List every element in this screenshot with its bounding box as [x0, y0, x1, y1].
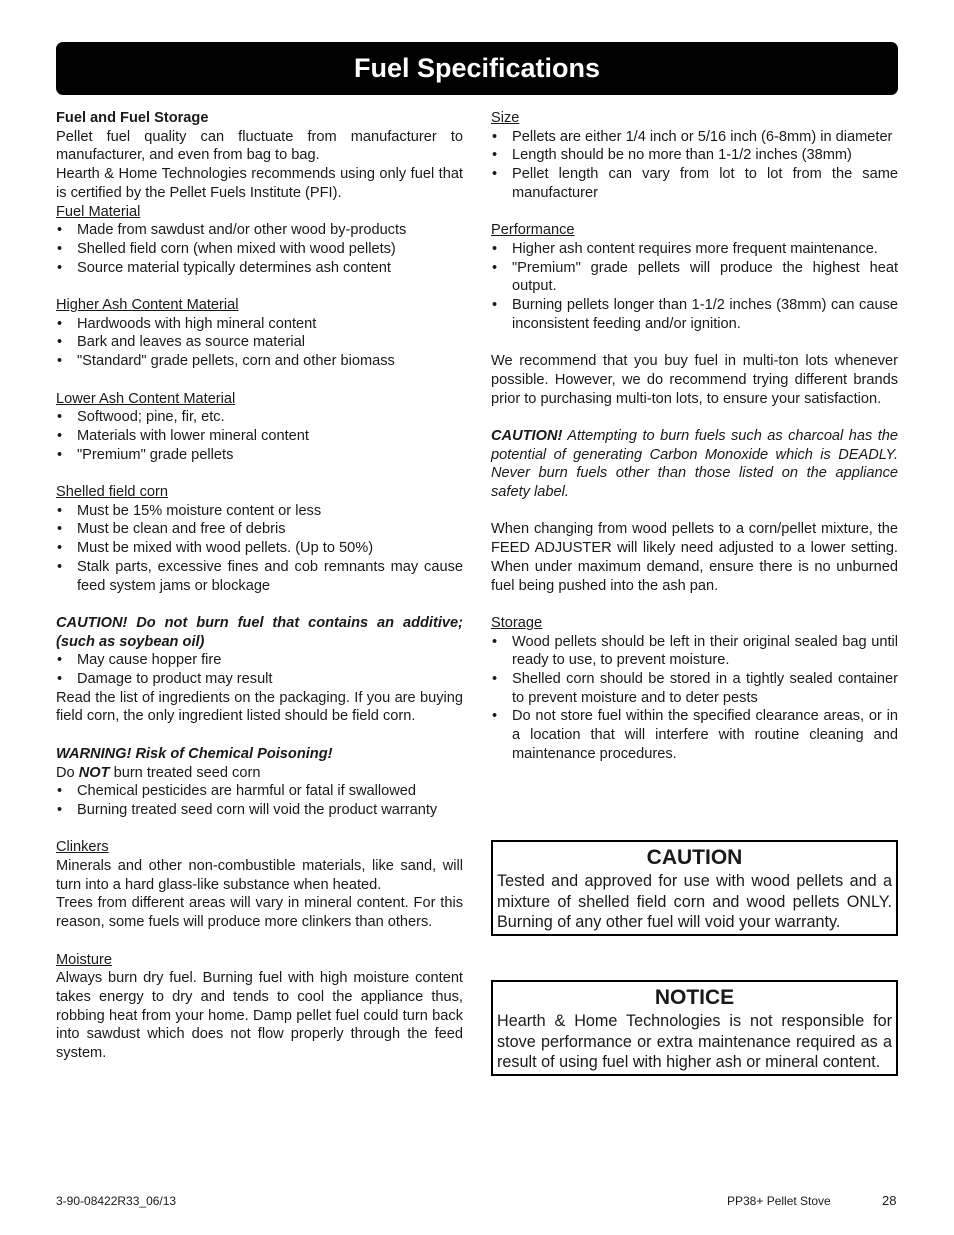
- list-item: • "Standard" grade pellets, corn and other biomass: [56, 352, 463, 371]
- pfi-paragraph: Hearth & Home Technologies recommends using only fuel that is certified by the Pellet Fuels Institute (PFI).: [56, 166, 463, 201]
- moisture-paragraph: Always burn dry fuel. Burning fuel with high moisture content takes energy to dry and tends to cool the appliance thus, robbing heat from your home. Damp pellet fuel could turn back into sawdust which does not flow properly through the feed system.: [56, 970, 463, 1062]
- list-item: • Hardwoods with high mineral content: [56, 315, 463, 334]
- page-number: 28: [882, 1193, 897, 1208]
- size-list: [491, 128, 898, 203]
- fuel-material-heading: Fuel Material: [56, 203, 141, 220]
- not-emphasis: NOT: [78, 764, 110, 781]
- clinkers-heading: Clinkers: [56, 839, 109, 856]
- list-item: • Pellet length can vary from lot to lot from the same manufacturer: [491, 165, 898, 202]
- list-item: • Shelled field corn (when mixed with wood pellets): [56, 240, 463, 259]
- left-column: [56, 109, 463, 1063]
- warning-list: [56, 782, 463, 819]
- page-title: Fuel Specifications: [56, 42, 898, 95]
- fuel-quality-paragraph: Pellet fuel quality can fluctuate from manufacturer to manufacturer, and even from bag to bag.: [56, 128, 463, 164]
- shelled-corn-list: [56, 502, 463, 596]
- clinkers-paragraph-2: Trees from different areas will vary in mineral content. For this reason, some fuels will produce more clinkers than others.: [56, 895, 463, 931]
- ingredients-paragraph: Read the list of ingredients on the packaging. If you are buying field corn, the only ingredient listed should be field corn.: [56, 689, 463, 725]
- list-item: • Damage to product may result: [56, 670, 463, 689]
- clinkers-paragraph-1: Minerals and other non-combustible materials, like sand, will turn into a hard glass-like substance when heated.: [56, 858, 463, 893]
- additive-caution: CAUTION! Do not burn fuel that contains an additive; (such as soybean oil): [56, 614, 463, 650]
- list-item: • "Premium" grade pellets will produce the highest heat output.: [491, 259, 898, 296]
- list-item: • Materials with lower mineral content: [56, 427, 463, 446]
- list-item: • Made from sawdust and/or other wood by-products: [56, 221, 463, 240]
- list-item: • Bark and leaves as source material: [56, 333, 463, 352]
- notice-box-title: NOTICE: [654, 986, 735, 1009]
- lower-ash-heading: Lower Ash Content Material: [56, 390, 236, 407]
- chemical-warning-heading: WARNING! Risk of Chemical Poisoning!: [56, 745, 333, 762]
- caution-box-title: CAUTION: [646, 846, 743, 869]
- fuel-material-list: [56, 221, 463, 277]
- list-item: • Do not store fuel within the specified clearance areas, or in a location that will interfere with routine cleaning and maintenance procedures.: [491, 707, 898, 763]
- list-item: • Higher ash content requires more frequent maintenance.: [491, 240, 898, 259]
- list-item: • Burning pellets longer than 1-1/2 inches (38mm) can cause inconsistent feeding and/or ignition.: [491, 296, 898, 333]
- list-item: • Must be 15% moisture content or less: [56, 502, 463, 521]
- charcoal-caution: CAUTION! Attempting to burn fuels such as charcoal has the potential of generating Carbon Monoxide which is DEADLY. Never burn fuels other than those listed on the appliance safety label.: [491, 427, 898, 501]
- notice-box: [491, 980, 898, 1076]
- higher-ash-list: [56, 315, 463, 371]
- shelled-corn-heading: Shelled field corn: [56, 484, 168, 501]
- size-heading: Size: [491, 110, 520, 126]
- performance-heading: Performance: [491, 222, 575, 239]
- lower-ash-list: [56, 408, 463, 464]
- list-item: • May cause hopper fire: [56, 651, 463, 670]
- storage-heading: Storage: [491, 614, 543, 631]
- caution-label: CAUTION!: [491, 427, 563, 444]
- list-item: • Must be clean and free of debris: [56, 520, 463, 539]
- list-item: • Source material typically determines ash content: [56, 259, 463, 278]
- list-item: • Must be mixed with wood pellets. (Up to 50%): [56, 539, 463, 558]
- list-item: • Length should be no more than 1-1/2 inches (38mm): [491, 146, 898, 165]
- doc-number: 3-90-08422R33_06/13: [56, 1194, 177, 1208]
- list-item: • Pellets are either 1/4 inch or 5/16 inch (6-8mm) in diameter: [491, 128, 898, 147]
- list-item: • Stalk parts, excessive fines and cob remnants may cause feed system jams or blockage: [56, 558, 463, 595]
- caution-box: [491, 840, 898, 936]
- changing-paragraph: When changing from wood pellets to a corn/pellet mixture, the FEED ADJUSTER will likely need adjusted to a lower setting. When under maximum demand, ensure there is no unburned fuel being pushed into the ash pan.: [491, 521, 898, 594]
- higher-ash-heading: Higher Ash Content Material: [56, 297, 239, 314]
- list-item: • Softwood; pine, fir, etc.: [56, 408, 463, 427]
- list-item: • Chemical pesticides are harmful or fatal if swallowed: [56, 782, 463, 801]
- seed-corn-warning: Do NOT burn treated seed corn: [56, 764, 261, 781]
- fuel-storage-heading: Fuel and Fuel Storage: [56, 110, 209, 126]
- caution-box-text: Tested and approved for use with wood pellets and a mixture of shelled field corn and wood pellets ONLY. Burning of any other fuel will void your warranty.: [497, 872, 892, 932]
- list-item: • Burning treated seed corn will void the product warranty: [56, 801, 463, 820]
- list-item: • "Premium" grade pellets: [56, 446, 463, 465]
- notice-box-text: Hearth & Home Technologies is not responsible for stove performance or extra maintenance required as a result of using fuel with higher ash or mineral content.: [497, 1012, 892, 1072]
- list-item: • Shelled corn should be stored in a tightly sealed container to prevent moisture and to deter pests: [491, 670, 898, 707]
- list-item: • Wood pellets should be left in their original sealed bag until ready to use, to prevent moisture.: [491, 633, 898, 670]
- recommend-paragraph: We recommend that you buy fuel in multi-ton lots whenever possible. However, we do recommend trying different brands prior to purchasing multi-ton lots, to ensure your satisfaction.: [491, 353, 898, 407]
- performance-list: [491, 240, 898, 334]
- moisture-heading: Moisture: [56, 951, 112, 968]
- product-name: PP38+ Pellet Stove: [727, 1194, 831, 1208]
- right-column: [491, 109, 898, 764]
- storage-list: [491, 633, 898, 764]
- additive-list: [56, 651, 463, 688]
